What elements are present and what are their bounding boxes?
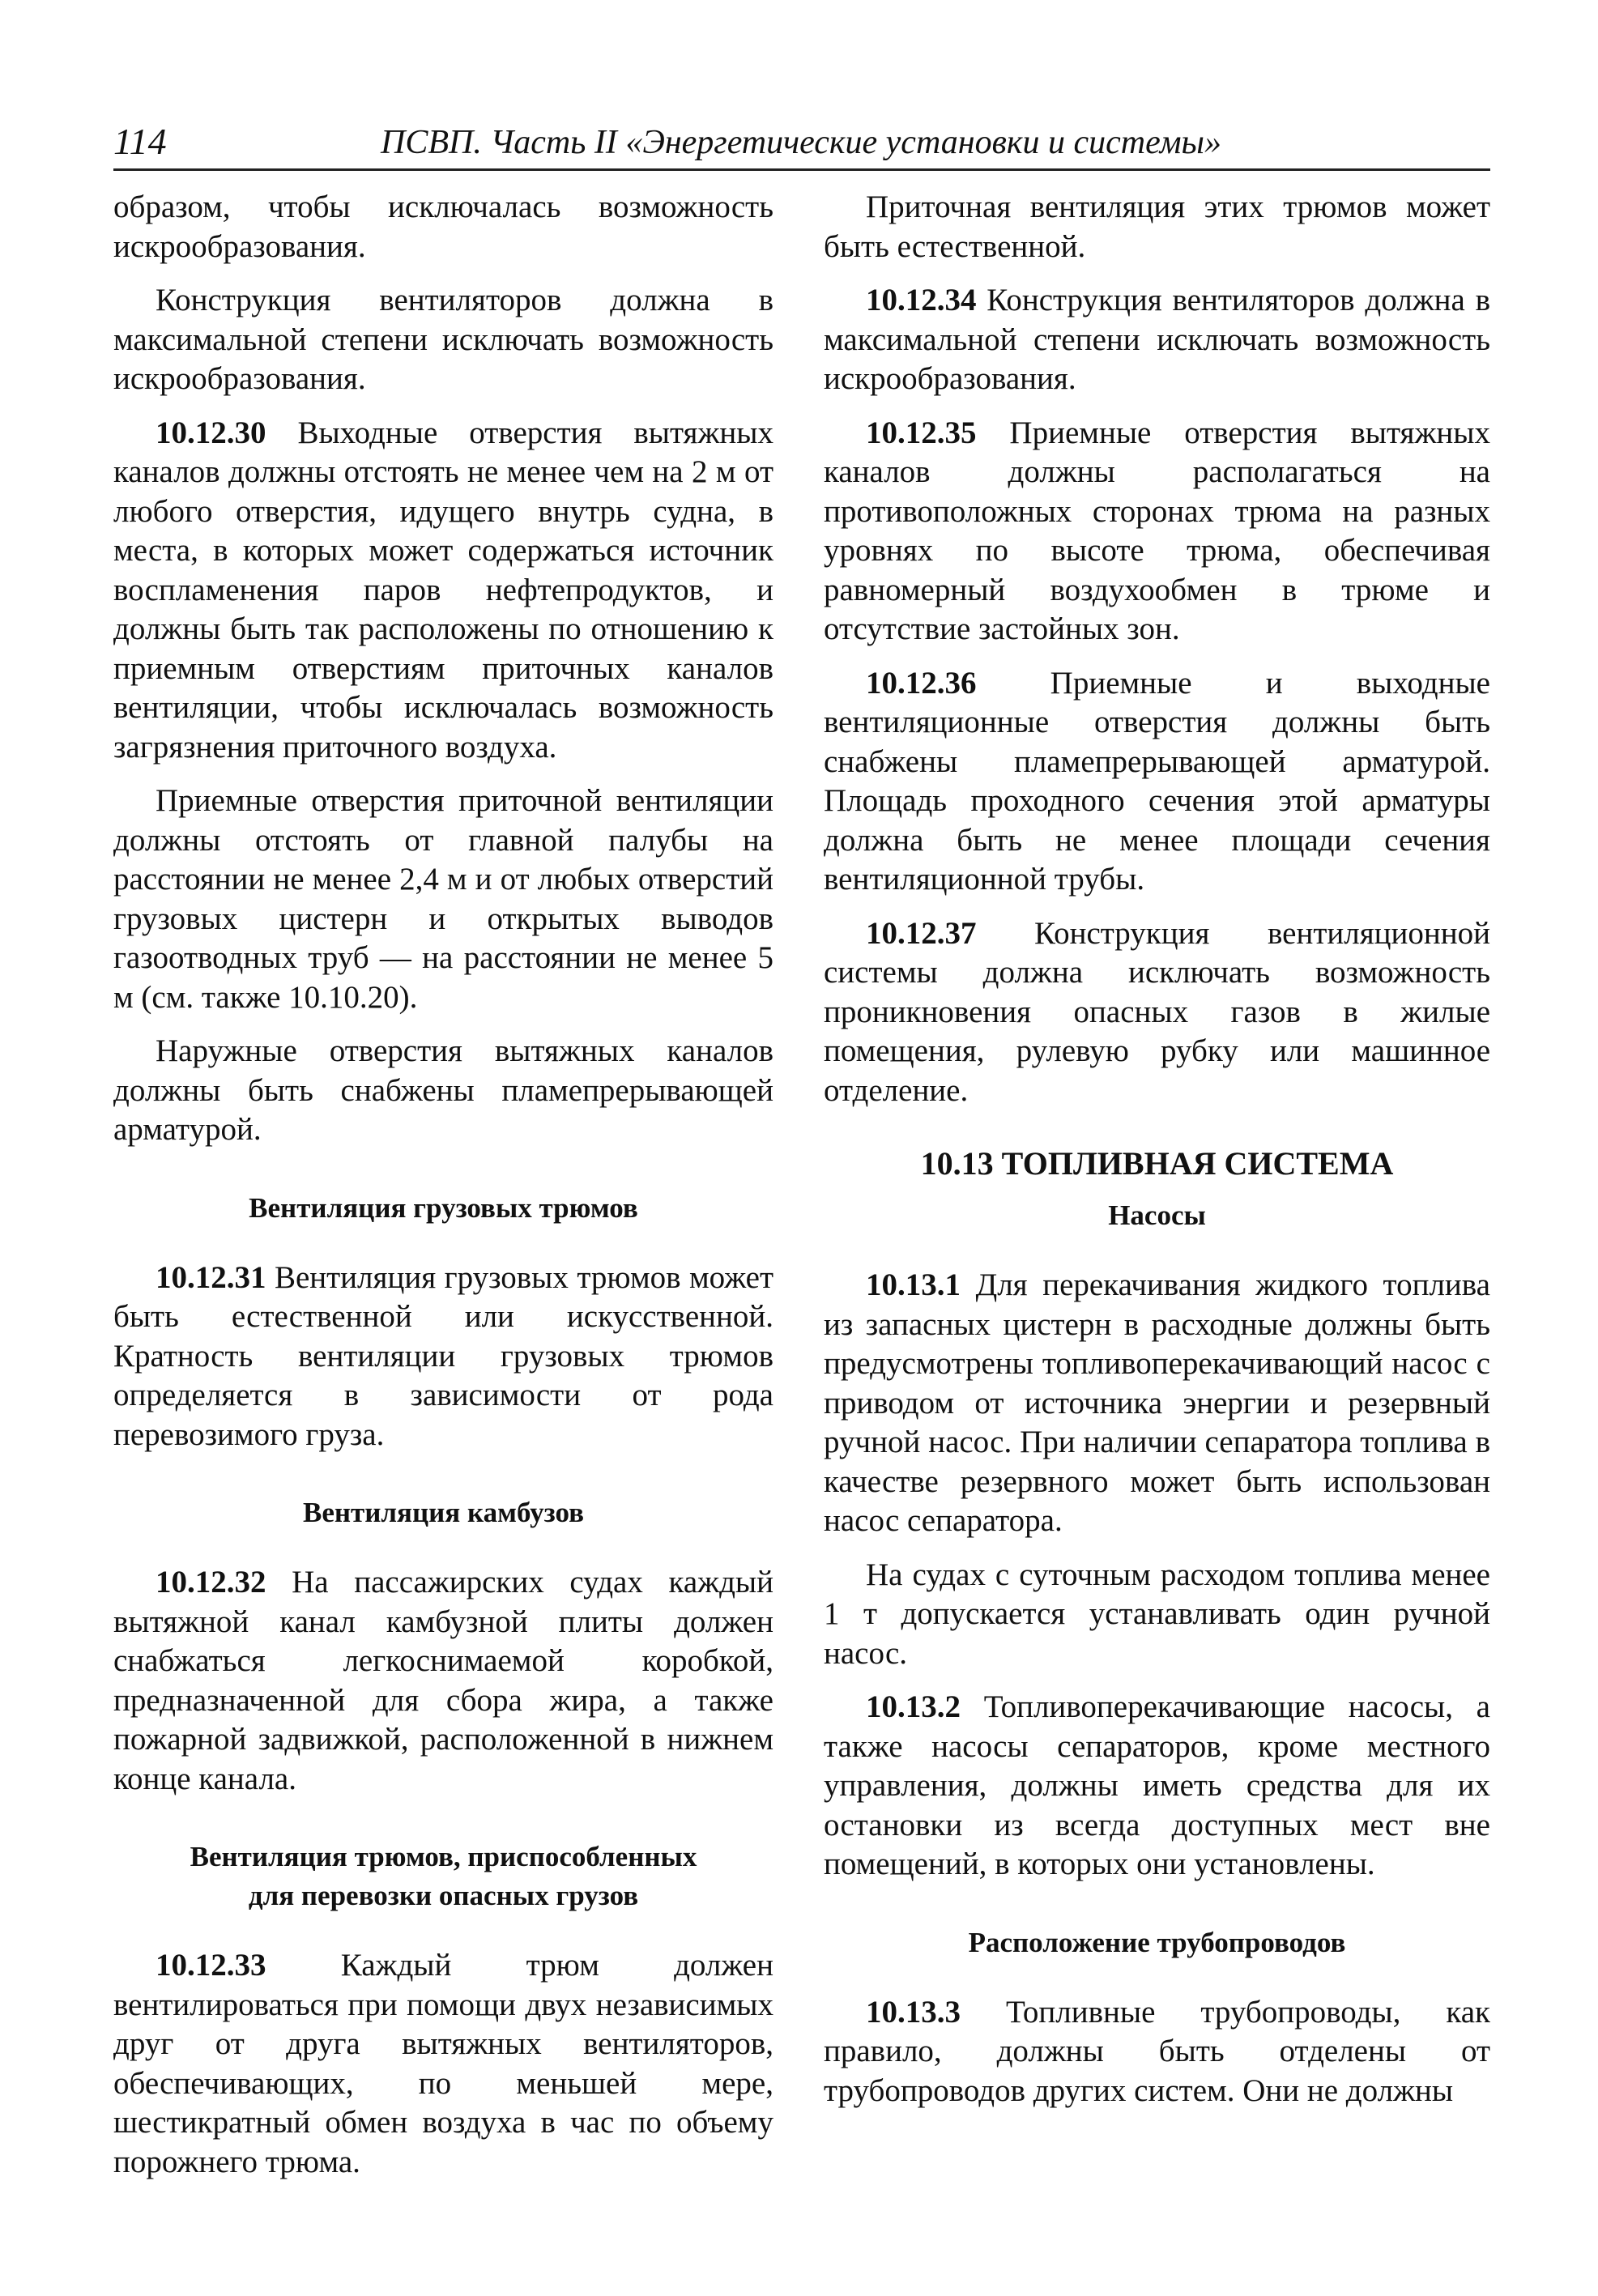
subheading-galleys: Вентиляция камбузов <box>302 1497 585 1528</box>
clause-10-13-1 <box>824 1266 1490 1541</box>
paragraph: Наружные отверстия вытяжных каналов должны быть снабжены пламепрерывающей арматурой. <box>113 1033 773 1147</box>
clause-text: Топливоперекачивающие насосы, а также насосы сепараторов, кроме местного управления, должны иметь средства для их остановки из всегда доступных мест вне помещений, в которых они установлены. <box>824 1689 1490 1881</box>
clause-number: 10.12.31 <box>156 1259 266 1295</box>
clause-number: 10.12.32 <box>156 1565 266 1600</box>
clause-text: Для перекачивания жидкого топлива из запасных цистерн в расходные должны быть предусмотрены топливоперекачивающий насос с приводом от источника энергии и резервный ручной насос. При наличии сепаратора топлива в качестве резервного может быть использован насос сепаратора. <box>824 1267 1490 1538</box>
left-column <box>113 188 773 2196</box>
clause-number: 10.12.34 <box>866 283 977 317</box>
clause-10-12-30 <box>113 414 773 768</box>
paragraph: На судах с суточным расходом топлива менее 1 т допускается устанавливать один ручной насос. <box>824 1557 1490 1671</box>
clause-text: Конструкция вентиляционной системы должна исключать возможность проникновения опасных газов в жилые помещения, рулевую рубку или машинное отделение. <box>824 915 1490 1108</box>
clause-number: 10.12.30 <box>156 415 266 450</box>
running-title: ПСВП. Часть II «Энергетические установки и системы» <box>381 124 1221 161</box>
clause-text: Приемные отверстия вытяжных каналов должны располагаться на противоположных сторонах трюма на разных уровнях по высоте трюма, обеспечивая равномерный воздухообмен в трюме и отсутствие застойных зон. <box>824 415 1490 646</box>
clause-10-12-36 <box>824 664 1490 900</box>
clause-text: Каждый трюм должен вентилироваться при помощи двух независимых друг от друга вытяжных вентиляторов, обеспечивающих, по меньшей мере, шестикратный обмен воздуха в час по объему порожнего трюма. <box>113 1948 773 2179</box>
section-title: 10.13 ТОПЛИВНАЯ СИСТЕМА <box>920 1145 1394 1182</box>
clause-number: 10.12.33 <box>156 1948 266 1983</box>
clause-text: На пассажирских судах каждый вытяжной канал камбузной плиты должен снабжаться легкоснимаемой коробкой, предназначенной для сбора жира, а также пожарной задвижкой, расположенной в нижнем конце канала. <box>113 1565 773 1796</box>
clause-number: 10.13.3 <box>866 1994 961 2030</box>
right-column <box>824 188 1490 2125</box>
subheading-line-2: для перевозки опасных грузов <box>248 1880 639 1911</box>
clause-10-13-3 <box>824 1993 1490 2111</box>
clause-number: 10.13.1 <box>866 1267 961 1302</box>
clause-10-12-34 <box>824 281 1490 399</box>
clause-10-12-33 <box>113 1946 773 2182</box>
subheading-line-1: Вентиляция трюмов, приспособленных <box>190 1841 697 1872</box>
clause-text: Выходные отверстия вытяжных каналов должны отстоять не менее чем на 2 м от любого отверстия, идущего внутрь судна, в места, в которых может содержаться источник воспламенения паров нефтепродуктов, и должны быть так расположены по отношению к приемным отверстиям приточных каналов вентиляции, чтобы исключалась возможность загрязнения приточного воздуха. <box>113 415 773 765</box>
subheading-cargo-holds: Вентиляция грузовых трюмов <box>249 1191 638 1224</box>
page-header <box>113 120 1490 171</box>
subheading-pipelines: Расположение трубопроводов <box>968 1926 1346 1958</box>
paragraph: Приемные отверстия приточной вентиляции должны отстоять от главной палубы на расстоянии не менее 2,4 м и от любых отверстий грузовых цистерн и открытых выводов газоотводных труб — на расстоянии не менее 5 м (см. также 10.10.20). <box>113 783 773 1015</box>
clause-10-12-35 <box>824 414 1490 650</box>
paragraph: Конструкция вентиляторов должна в максимальной степени исключать возможность искрообразования. <box>113 283 773 396</box>
subheading-dangerous-cargo <box>113 1838 773 1915</box>
clause-number: 10.12.35 <box>866 415 977 450</box>
clause-number: 10.12.37 <box>866 915 977 951</box>
clause-text: Конструкция вентиляторов должна в максимальной степени исключать возможность искрообразования. <box>824 283 1490 396</box>
clause-10-13-2 <box>824 1688 1490 1885</box>
clause-number: 10.13.2 <box>866 1689 961 1724</box>
page-number: 114 <box>113 121 167 162</box>
clause-10-12-32 <box>113 1563 773 1799</box>
subheading-pumps: Насосы <box>1108 1199 1206 1231</box>
paragraph: Приточная вентиляция этих трюмов может быть естественной. <box>824 190 1490 264</box>
clause-text: Топливные трубопроводы, как правило, должны быть отделены от трубопроводов других систем. Они не должны <box>824 1994 1490 2108</box>
clause-text: Приемные и выходные вентиляционные отверстия должны быть снабжены пламепрерывающей арматурой. Площадь проходного сечения этой арматуры должна быть не менее площади сечения вентиляционной трубы. <box>824 665 1490 897</box>
clause-10-12-31 <box>113 1259 773 1455</box>
clause-number: 10.12.36 <box>866 665 977 701</box>
clause-10-12-37 <box>824 914 1490 1111</box>
paragraph: образом, чтобы исключалась возможность искрообразования. <box>113 190 773 264</box>
clause-text: Вентиляция грузовых трюмов может быть естественной или искусственной. Кратность вентиляции грузовых трюмов определяется в зависимости от рода перевозимого груза. <box>113 1259 773 1452</box>
